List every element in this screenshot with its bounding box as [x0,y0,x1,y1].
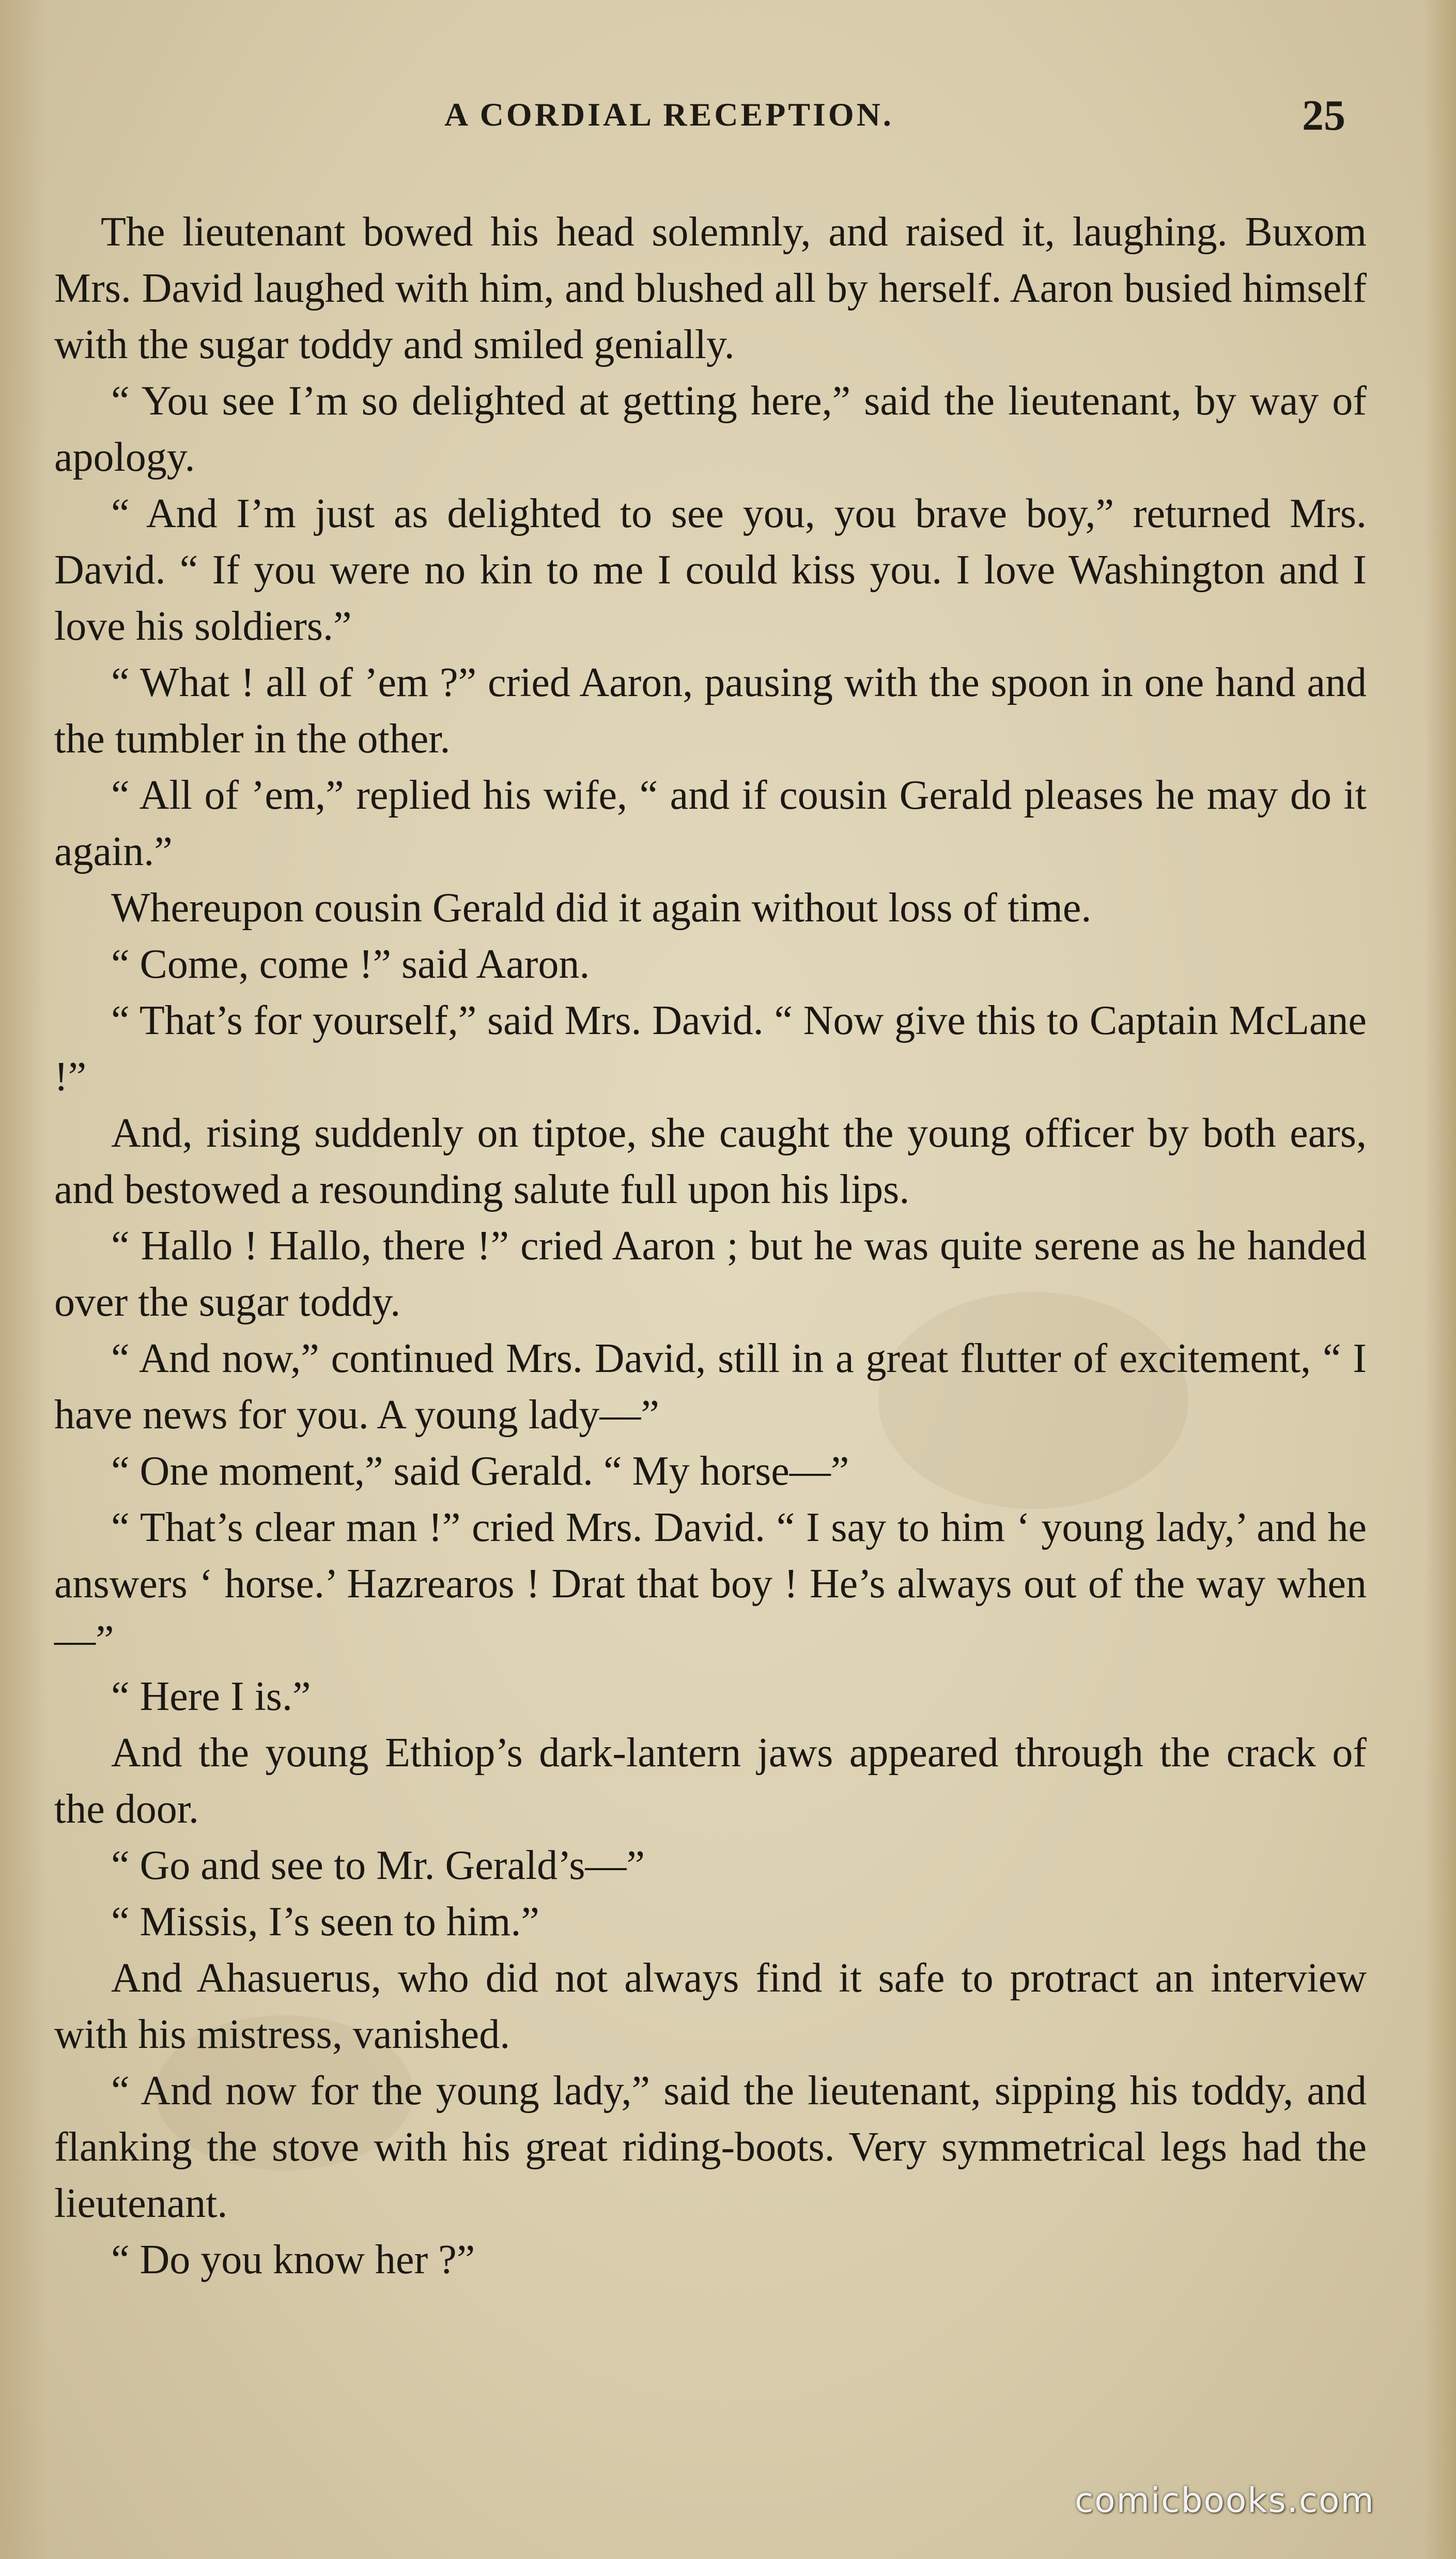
running-title: A CORDIAL RECEPTION. [444,96,894,133]
paragraph: “ All of ’em,” replied his wife, “ and if cousin Gerald pleases he may do it again.” [54,773,1367,874]
paragraph: “ That’s clear man !” cried Mrs. David. “ I say to him ‘ young lady,’ and he answers ‘ horse.’ Hazrearos ! Drat that boy ! He’s always out of the way when—” [54,1505,1367,1663]
paragraph: “ And now for the young lady,” said the lieutenant, sipping his toddy, and flanking the stove with his great riding-boots. Very symmetrical legs had the lieutenant. [54,2068,1367,2226]
paragraph: “ That’s for yourself,” said Mrs. David. “ Now give this to Captain McLane !” [54,998,1367,1100]
paragraph: Whereupon cousin Gerald did it again without loss of time. [111,885,1092,931]
paragraph: “ Missis, I’s seen to him.” [111,1899,539,1945]
paragraph: “ And I’m just as delighted to see you, you brave boy,” returned Mrs. David. “ If you were no kin to me I could kiss you. I love Washington and I love his soldiers.” [54,491,1367,649]
paragraph: “ And now,” continued Mrs. David, still in a great flutter of excitement, “ I have news for you. A young lady—” [54,1336,1367,1438]
page-right-edge-shadow [1425,0,1456,2559]
body-text [54,204,1367,2288]
paragraph: “ Here I is.” [111,1674,311,1719]
paragraph: “ You see I’m so delighted at getting here,” said the lieutenant, by way of apology. [54,378,1367,480]
page-left-edge-shadow [0,0,47,2559]
paragraph: And, rising suddenly on tiptoe, she caught the young officer by both ears, and bestowed a resounding salute full upon his lips. [54,1111,1367,1212]
watermark-text: comicbooks.com [1075,2480,1375,2520]
paragraph: “ What ! all of ’em ?” cried Aaron, pausing with the spoon in one hand and the tumbler in the other. [54,660,1367,762]
page-number: 25 [1302,91,1345,140]
paragraph: “ Hallo ! Hallo, there !” cried Aaron ; but he was quite serene as he handed over the sugar toddy. [54,1223,1367,1325]
paragraph: “ Do you know her ?” [111,2237,475,2283]
paragraph: “ Go and see to Mr. Gerald’s—” [111,1843,645,1888]
paragraph: And the young Ethiop’s dark-lantern jaws appeared through the crack of the door. [54,1730,1367,1832]
paragraph: And Ahasuerus, who did not always find it safe to protract an interview with his mistress, vanished. [54,1955,1367,2057]
paragraph: “ Come, come !” said Aaron. [111,942,590,987]
paragraph: “ One moment,” said Gerald. “ My horse—” [111,1448,849,1494]
paragraph: The lieutenant bowed his head solemnly, and raised it, laughing. Buxom Mrs. David laughed with him, and blushed all by herself. Aaron busied himself with the sugar toddy and smiled genially. [54,209,1367,367]
